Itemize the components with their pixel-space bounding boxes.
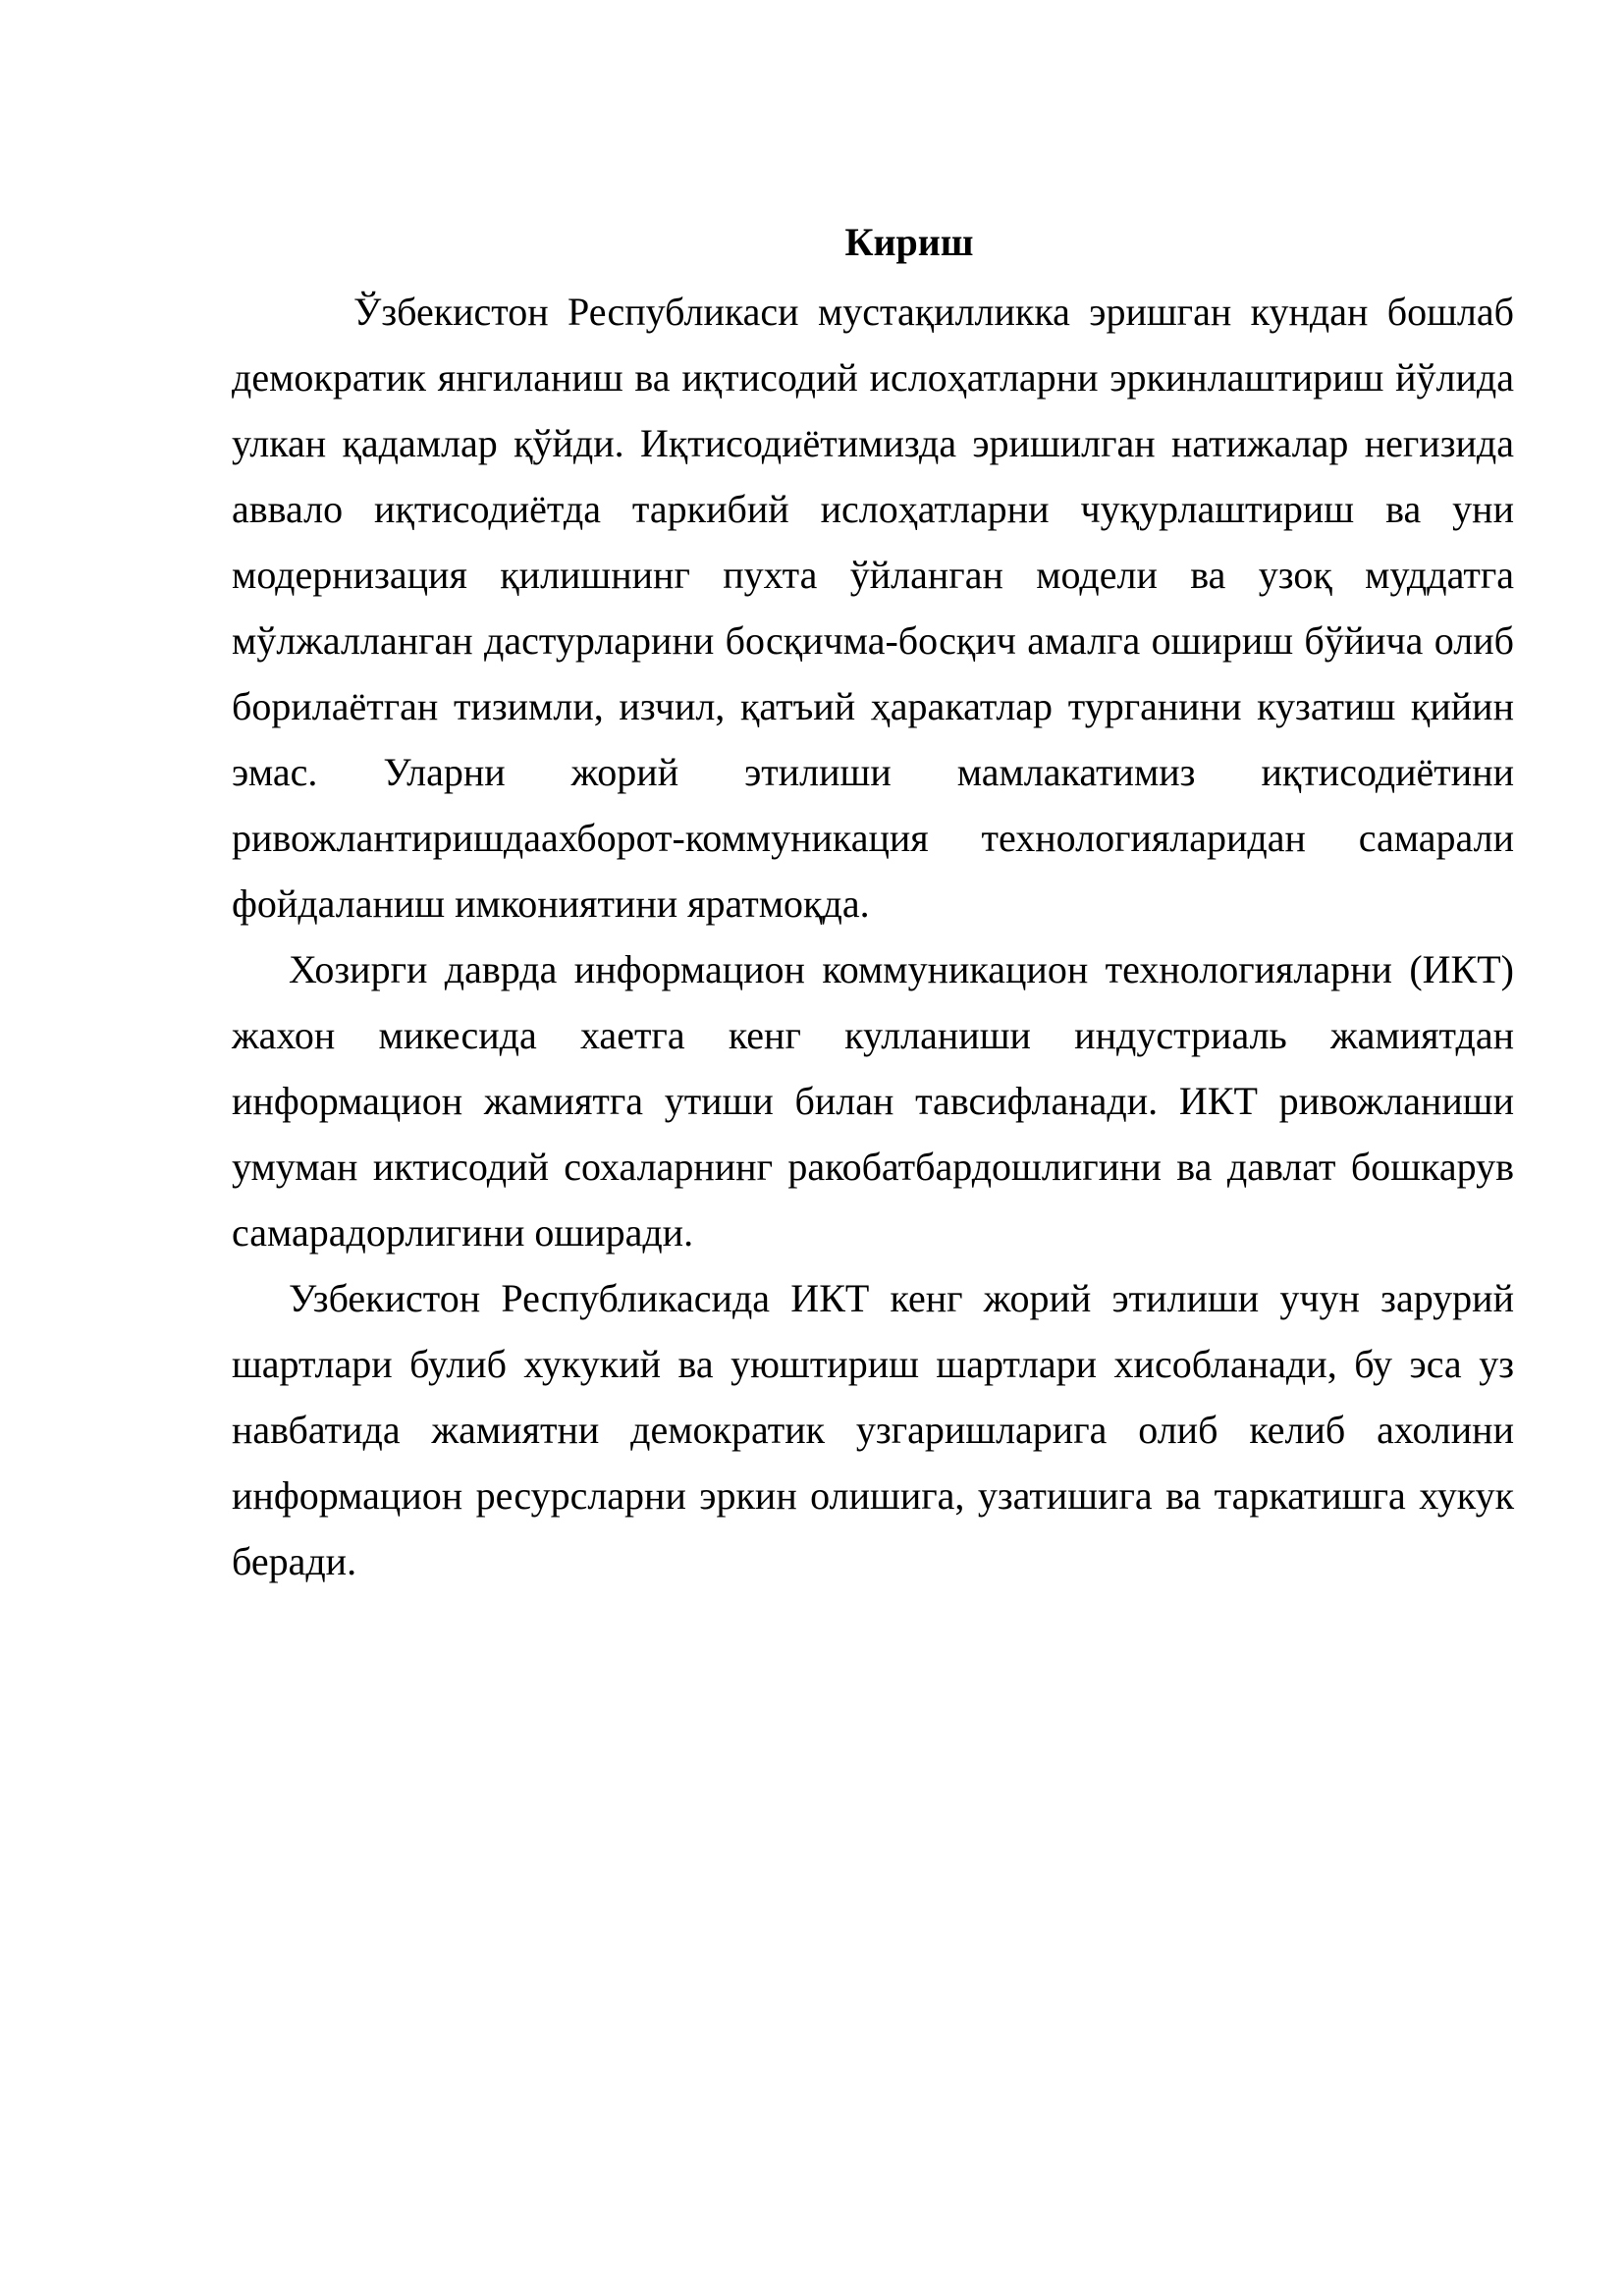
document-body [232,218,1514,1594]
paragraph-3: Узбекистон Республикасида ИКТ кенг жорий этилиши учун зарурий шартлари булиб хукукий ва уюштириш шартлари хисобланади, бу эса уз навбатида жамиятни демократик узгаришларига олиб келиб ахолини информацион ресурсларни эркин олишига, узатишига ва таркатишга хукук беради. [232,1276,1514,1583]
paragraph-1: Ўзбекистон Республикаси мустақилликка эришган кундан бошлаб демократик янгиланиш ва иқтисодий ислоҳатларни эркинлаштириш йўлида улкан қадамлар қўйди. Иқтисодиётимизда эришилган натижалар негизида аввало иқтисодиётда таркибий ислоҳатларни чуқурлаштириш ва уни модернизация қилишнинг пухта ўйланган модели ва узоқ муддатга мўлжалланган дастурларини босқичма-босқич амалга ошириш бўйича олиб борилаётган тизимли, изчил, қатъий ҳаракатлар турганини кузатиш қийин эмас. Уларни жорий этилиши мамлакатимиз иқтисодиётини ривожлантиришдаахборот-коммуникация технологияларидан самарали фойдаланиш имкониятини яратмоқда. [232,290,1514,926]
page-title: Кириш [844,220,974,264]
paragraph-2: Хозирги даврда информацион коммуникацион технологияларни (ИКТ) жахон микесида хаетга кенг кулланиши индустриаль жамиятдан информацион жамиятга утиши билан тавсифланади. ИКТ ривожланиши умуман иктисодий сохаларнинг ракобатбардошлигини ва давлат бошкарув самарадорлигини оширади. [232,947,1514,1255]
